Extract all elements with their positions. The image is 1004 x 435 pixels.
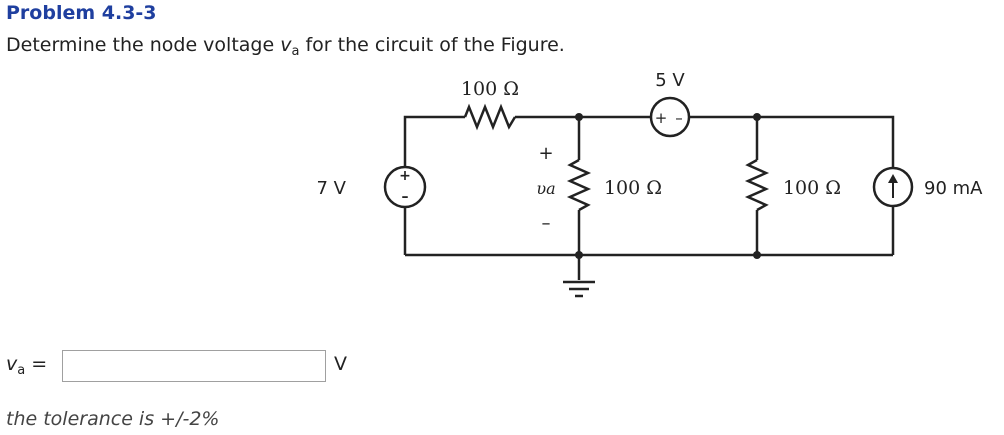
question-suffix: for the circuit of the Figure. <box>299 34 565 56</box>
voltage-source-top-plus: + <box>654 109 668 127</box>
answer-variable: v <box>6 353 18 375</box>
wire-top-right <box>689 117 893 168</box>
tolerance-note: the tolerance is +/-2% <box>6 408 220 430</box>
voltage-source-left-minus: – <box>401 189 409 205</box>
problem-title: Problem 4.3-3 <box>6 2 157 24</box>
node-top-right <box>753 113 761 121</box>
voltage-source-left-label: 7 V <box>316 178 346 199</box>
voltage-source-top-minus: – <box>675 109 683 127</box>
resistor-right-label: 100 Ω <box>782 177 842 199</box>
voltage-source-top-label: 5 V <box>655 70 685 91</box>
resistor-top-zigzag <box>465 107 515 127</box>
va-minus: – <box>541 213 551 234</box>
node-top-mid <box>575 113 583 121</box>
answer-variable-subscript: a <box>17 363 26 378</box>
question-variable: v <box>280 34 292 56</box>
resistor-right-zigzag <box>748 160 766 210</box>
current-source-label: 90 mA <box>924 178 983 199</box>
node-bottom-mid <box>575 251 583 259</box>
resistor-mid-zigzag <box>570 160 588 210</box>
answer-equals: = <box>25 353 48 375</box>
resistor-top-label: 100 Ω <box>460 78 520 100</box>
answer-label <box>6 353 47 378</box>
va-label: υa <box>536 179 556 198</box>
node-bottom-right <box>753 251 761 259</box>
answer-unit: V <box>334 353 347 375</box>
answer-input[interactable] <box>62 350 326 382</box>
question-prefix: Determine the node voltage <box>6 34 281 56</box>
question-variable-subscript: a <box>291 44 300 59</box>
va-plus: + <box>538 143 554 164</box>
resistor-mid-label: 100 Ω <box>603 177 663 199</box>
voltage-source-left-plus: + <box>399 168 411 184</box>
